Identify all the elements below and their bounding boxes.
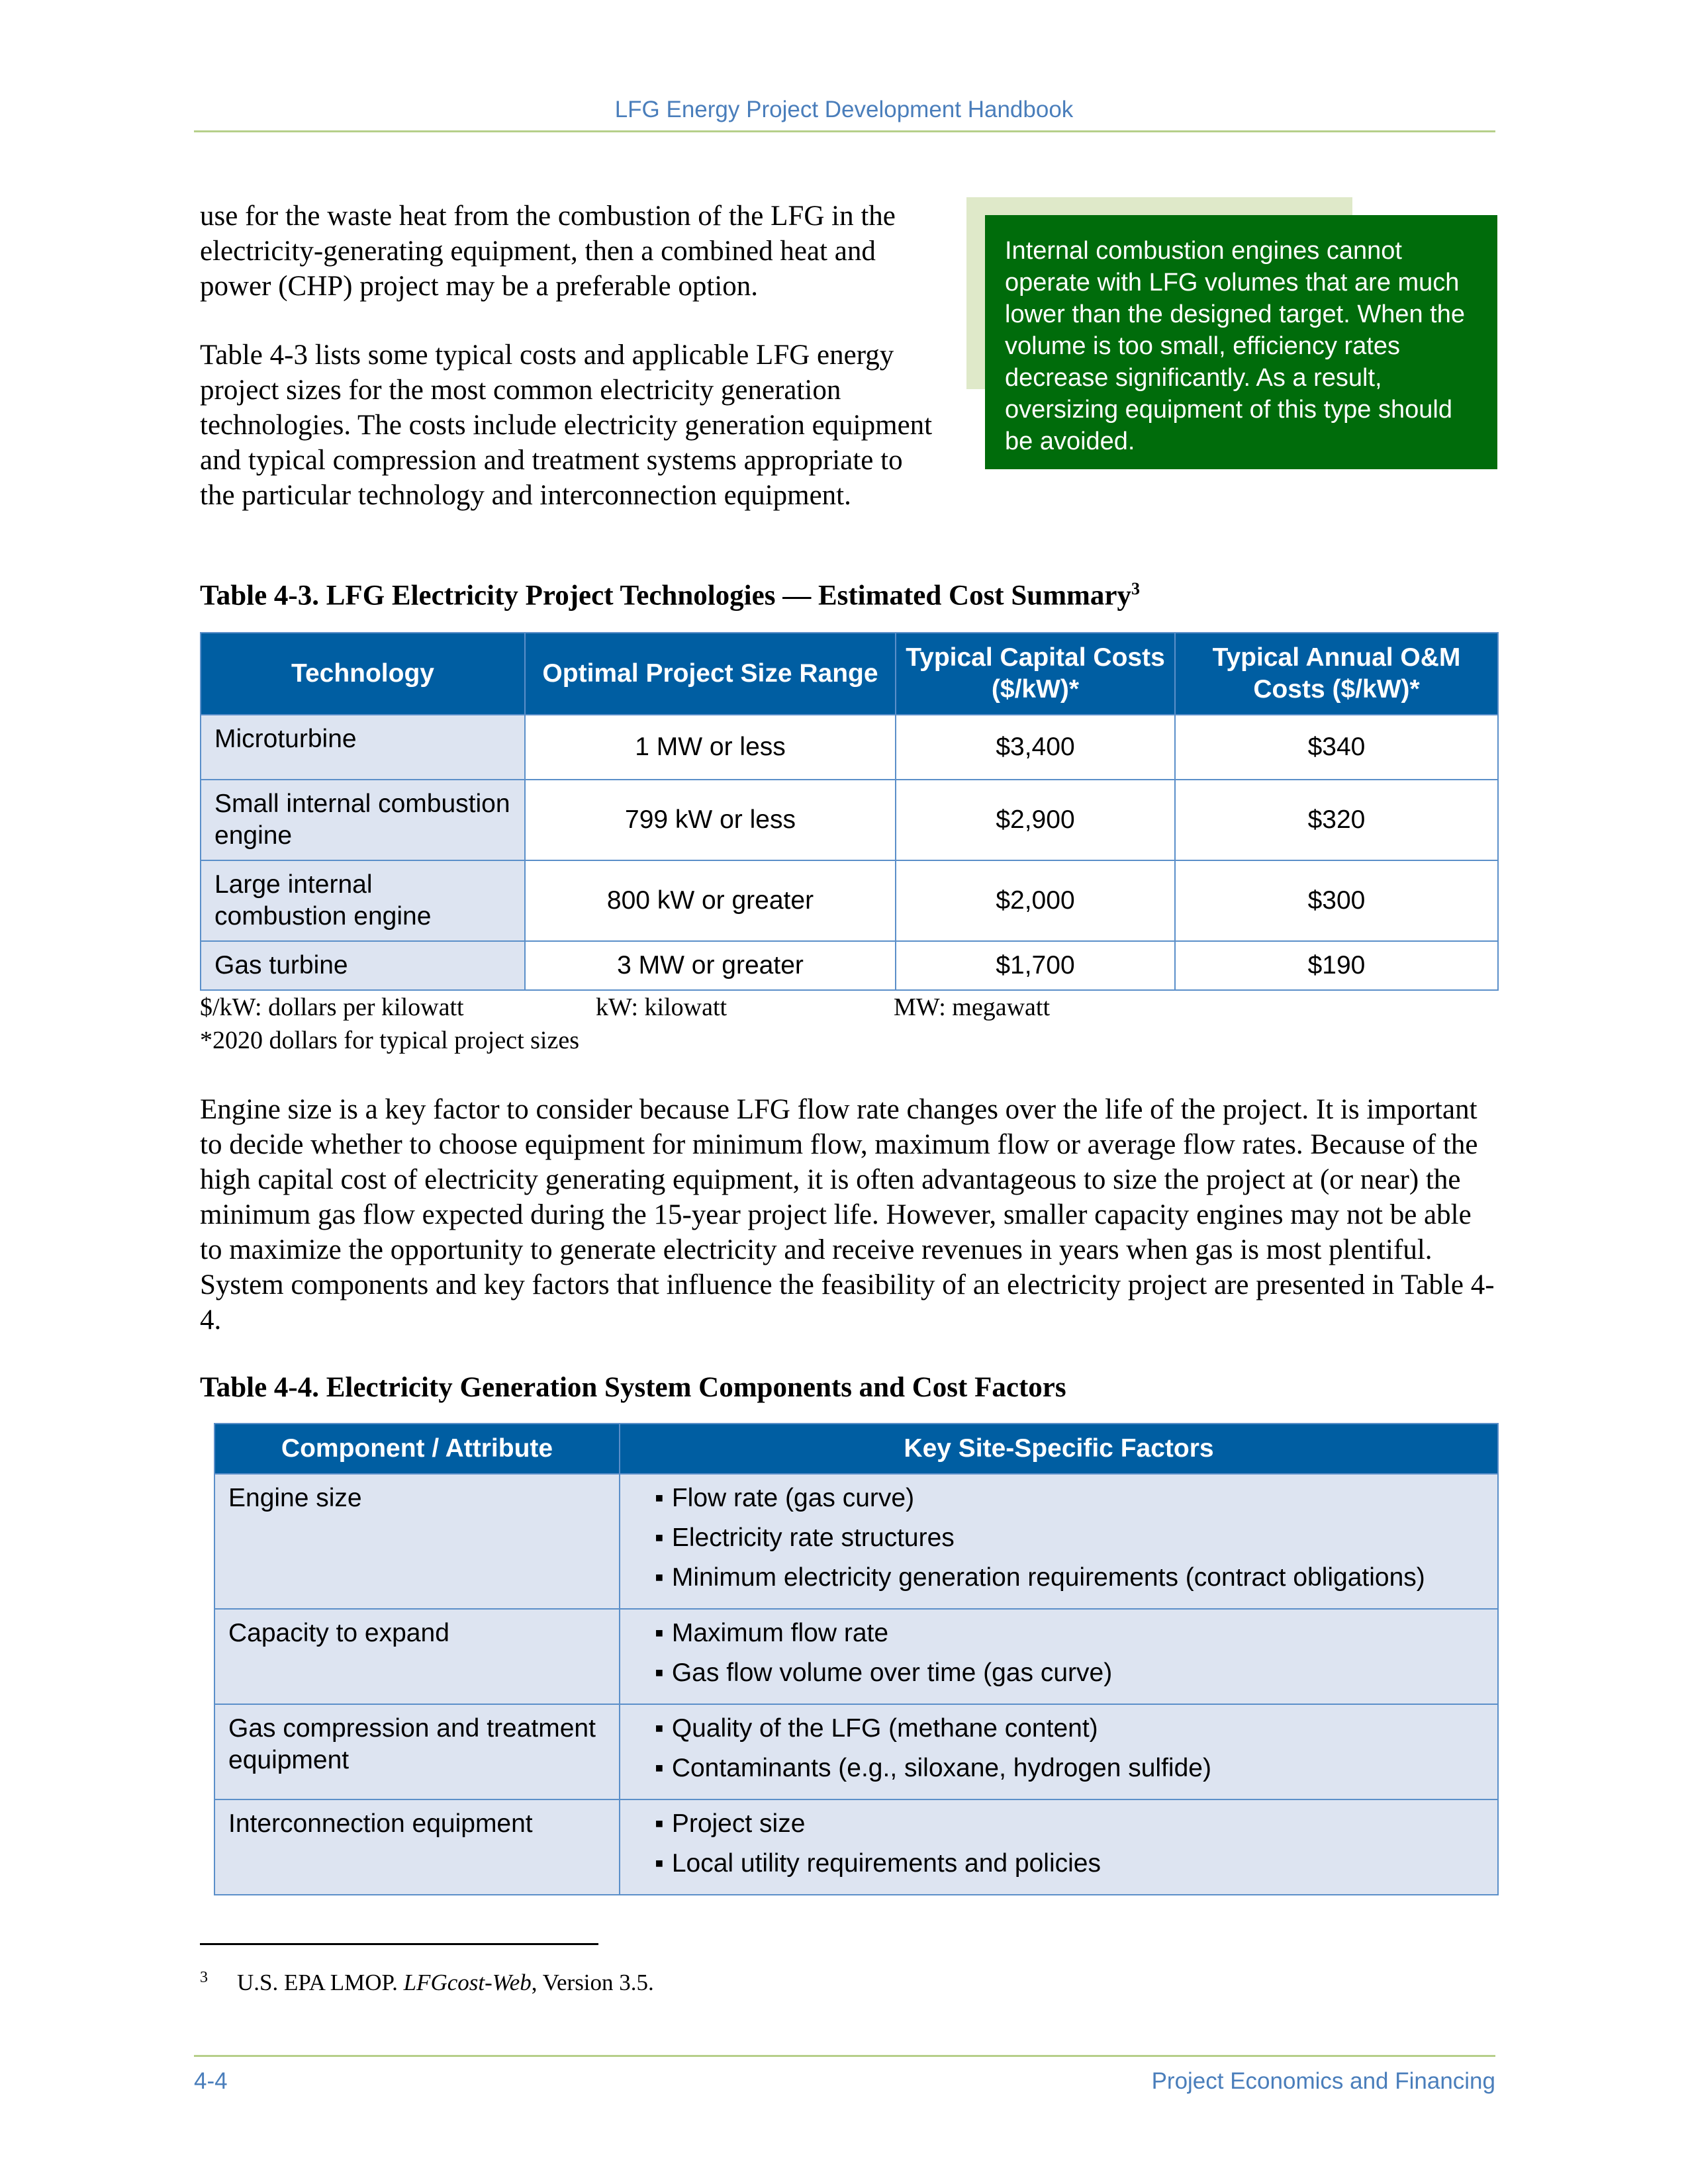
body-paragraph-3: Engine size is a key factor to consider because LFG flow rate changes over the life of the project. It is important to decide whether to choose equipment for minimum flow, maximum flow or average flow rates. Because of the high capital cost of electricity generating equipment, it is often advantageous to size the project at (or near) the minimum gas flow expected during the 15-year project life. However, smaller capacity engines may not be able to maximize the opportunity to generate electricity and receive revenues in years when gas is most plentiful. System components and key factors that influence the feasibility of an electricity project are presented in Table 4-4. [200,1094,1495,1336]
capital-cell: $2,900 [896,780,1175,860]
component-cell: Capacity to expand [214,1609,620,1704]
size-cell: 3 MW or greater [525,941,896,990]
table-row [214,1704,1498,1799]
size-cell: 800 kW or greater [525,860,896,941]
table-row [214,1609,1498,1704]
footnote-text-prefix: U.S. EPA LMOP. [237,1970,404,1995]
om-cell: $340 [1175,715,1498,780]
capital-cell: $3,400 [896,715,1175,780]
table-row [201,941,1498,990]
technology-cell: Microturbine [201,715,525,780]
footnote-rule [200,1943,598,1945]
table-row [201,715,1498,780]
factor-bullet: ▪ Flow rate (gas curve) [655,1482,1484,1514]
technology-cell: Large internal combustion engine [201,860,525,941]
legend-dollars-per-kw: $/kW: dollars per kilowatt [200,993,464,1021]
factors-cell [620,1704,1498,1799]
factor-bullet: ▪ Project size [655,1808,1484,1840]
size-cell: 799 kW or less [525,780,896,860]
legend-mw: MW: megawatt [894,993,1051,1021]
table-4-3-footnote-ref: 3 [1131,579,1140,598]
capital-cell: $1,700 [896,941,1175,990]
size-cell: 1 MW or less [525,715,896,780]
component-cell: Interconnection equipment [214,1799,620,1895]
table-header-size: Optimal Project Size Range [525,633,896,715]
footer-section: Project Economics and Financing [1151,2068,1495,2094]
table-4-3-title-text: Table 4-3. LFG Electricity Project Technologies — Estimated Cost Summary [200,580,1131,612]
footer-rule [194,2055,1495,2057]
factor-bullet: ▪ Quality of the LFG (methane content) [655,1713,1484,1745]
om-cell: $300 [1175,860,1498,941]
table-header-factors: Key Site-Specific Factors [620,1424,1498,1474]
table-header-technology: Technology [201,633,525,715]
factor-bullet: ▪ Electricity rate structures [655,1522,1484,1554]
table-header-om: Typical Annual O&M Costs ($/kW)* [1175,633,1498,715]
intro-paragraph-2: Table 4-3 lists some typical costs and applicable LFG energy project sizes for the most common electricity generation technologies. The costs include electricity generation equipment and typical compression and treatment systems appropriate to the particular technology and interconnection equipment. [200,340,933,511]
table-4-3-title [200,579,1140,612]
footnote-text-suffix: , Version 3.5. [531,1970,654,1995]
callout-box [985,215,1497,469]
footnote [200,1969,654,1996]
legend-kw: kW: kilowatt [596,993,727,1021]
page-number: 4-4 [194,2068,228,2094]
callout-text: Internal combustion engines cannot operate with LFG volumes that are much lower than the designed target. When the volume is too small, efficiency rates decrease significantly. As a result, oversizing equipment of this type should be avoided. [1005,237,1466,455]
table-row [201,860,1498,941]
factor-bullet: ▪ Local utility requirements and policies [655,1848,1484,1880]
table-header-capital: Typical Capital Costs ($/kW)* [896,633,1175,715]
legend-note: *2020 dollars for typical project sizes [200,1026,580,1054]
factor-bullet: ▪ Gas flow volume over time (gas curve) [655,1657,1484,1689]
cost-summary-table [200,632,1499,991]
factor-bullet: ▪ Maximum flow rate [655,1617,1484,1649]
factors-cell [620,1609,1498,1704]
om-cell: $190 [1175,941,1498,990]
capital-cell: $2,000 [896,860,1175,941]
component-cell: Gas compression and treatment equipment [214,1704,620,1799]
table-row [214,1474,1498,1609]
om-cell: $320 [1175,780,1498,860]
components-table [214,1423,1499,1895]
table-header-component: Component / Attribute [214,1424,620,1474]
table-4-4-title: Table 4-4. Electricity Generation System Components and Cost Factors [200,1372,1066,1403]
factors-cell [620,1474,1498,1609]
factor-bullet: ▪ Contaminants (e.g., siloxane, hydrogen sulfide) [655,1752,1484,1784]
table-row [214,1799,1498,1895]
running-header: LFG Energy Project Development Handbook [614,97,1074,122]
component-cell: Engine size [214,1474,620,1609]
table-row [201,780,1498,860]
technology-cell: Small internal combustion engine [201,780,525,860]
technology-cell: Gas turbine [201,941,525,990]
factor-bullet: ▪ Minimum electricity generation requirements (contract obligations) [655,1562,1484,1594]
footnote-number: 3 [200,1969,208,1986]
header-rule [194,130,1495,132]
footnote-text-italic: LFGcost-Web [403,1970,532,1995]
factors-cell [620,1799,1498,1895]
intro-paragraph-1: use for the waste heat from the combustion of the LFG in the electricity-generating equipment, then a combined heat and power (CHP) project may be a preferable option. [200,201,896,302]
